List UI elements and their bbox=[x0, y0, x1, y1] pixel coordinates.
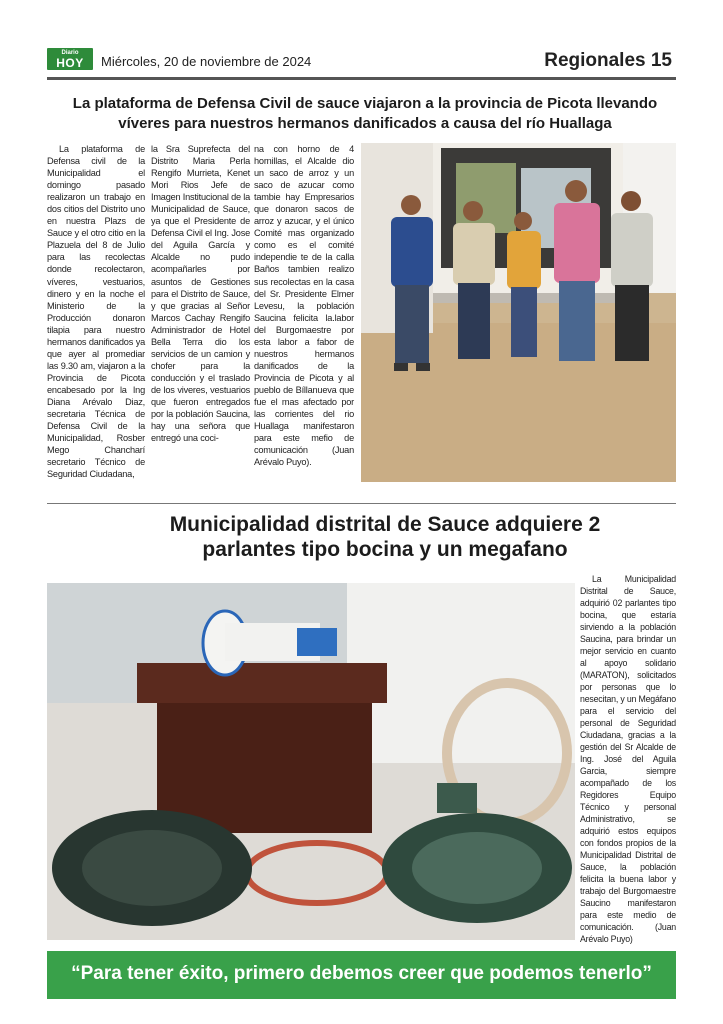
article2-photo bbox=[47, 583, 575, 940]
article1-column-1: La plataforma de Defensa civil de la Municipalidad el domingo pasado realizaron un trabajo en dos citios del Distrito uno en nuestra Plazs de Sauce y el otro citio en la Plazuela del 8 de Julio para las recolectas donde recolectaron, víveres, vestuarios, dinero y en la noche el Ministerio de la Producción donaron tilapia para nuestro hermanos danificados ya que ayer al promediar las 9.30 am, viajaron a la Provincia de Picota encabesado por la Ing Diana Arévalo Diaz, secretaria Técnica de Defensa Civil de la Municipalidad, Rosber Mego Chancharí secretario Técnico de Seguridad Ciudadana, bbox=[47, 144, 145, 480]
logo-small-text: Diario bbox=[61, 50, 79, 56]
header-rule bbox=[47, 77, 676, 80]
article1-column-2: la Sra Suprefecta del Distrito Maria Perla Rengifo Murrieta, Kenet Mori Rios Jefe de Imagen Institucional de la Municipalidad de Sauce, ya que el Presidente de Defensa Civil el Ing. Jose del Aguila García y Alcalde no pudo acompañarles por asuntos de Gestiones para el Distrito de Sauce, y que gracias al Señor Marcos Cachay Rengifo Administrador de Hotel Bella Terra dio los servicios de un camion y chofer para la conducción y el traslado de los viveres, vestuarios que fueron entregados por la población Saucina, hay una señora que entregó una coci- bbox=[151, 144, 250, 444]
horn-speaker-figure bbox=[52, 810, 252, 926]
person-figure bbox=[391, 195, 433, 371]
article-divider bbox=[47, 503, 676, 504]
article1-headline: La plataforma de Defensa Civil de sauce viajaron a la provincia de Picota llevando víveres para nuestros hermanos danificados a causa del río Huallaga bbox=[72, 95, 658, 132]
article1-photo bbox=[361, 143, 676, 482]
article2-headline: Municipalidad distrital de Sauce adquiere 2 parlantes tipo bocina y un megafano bbox=[169, 513, 601, 561]
section-page-label: Regionales 15 bbox=[544, 50, 672, 71]
quote-banner bbox=[47, 951, 676, 999]
quote-text: “Para tener éxito, primero debemos creer que podemos tenerlo” bbox=[71, 963, 652, 984]
issue-date: Miércoles, 20 de noviembre de 2024 bbox=[101, 54, 312, 69]
article1-column-3: na con horno de 4 hornillas, el Alcalde dio un saco de arroz y un saco de azucar como tambie hay Empresarios que donaron sacos de arroz y azucar, y el único Comité mas organizado como es el comité independie te de la calla Baños tambien realizo sus recolectas en la casa del Sr. Presidente Elmer Levesu, la población Saucina felicita la.labor del Burgomaestre por esta labor a fabor de nuestros hermanos danificados de la Provincia de Picota y al pueblo de Bíllanueva que fue el mas afectado por las corrientes del rio Huallaga manifestaron para este mefio de comunicación (Juan Arévalo Puyo). bbox=[254, 144, 354, 468]
newspaper-logo bbox=[47, 48, 93, 70]
logo-big-text: HOY bbox=[56, 56, 84, 70]
page-header bbox=[47, 48, 676, 76]
article2-body: La Municipalidad Distrital de Sauce, adquirió 02 parlantes tipo bocina, que estaría sirviendo a la población Saucina, para brindar un mejor servicio en cuanto al apoyo solidario (MARATON), solicitados por personas que lo nesecitan, y un Megáfano para el servicio del personal de Seguridad Ciudadana, gracias a la gestión del Sr Alcalde de Ing. José del Aguila Garcia, siempre acompañado de los Regidores Equipo Técnico y personal Administrativo, se adquirió estos equipos con fondos propios de la Municipalidad Distrital de Sauce, la población felicita la buena labor y trabajo del Burgomaestre Saucino manifestaron para este medio de comunicación. (Juan Arévalo Puyo) bbox=[580, 574, 676, 945]
